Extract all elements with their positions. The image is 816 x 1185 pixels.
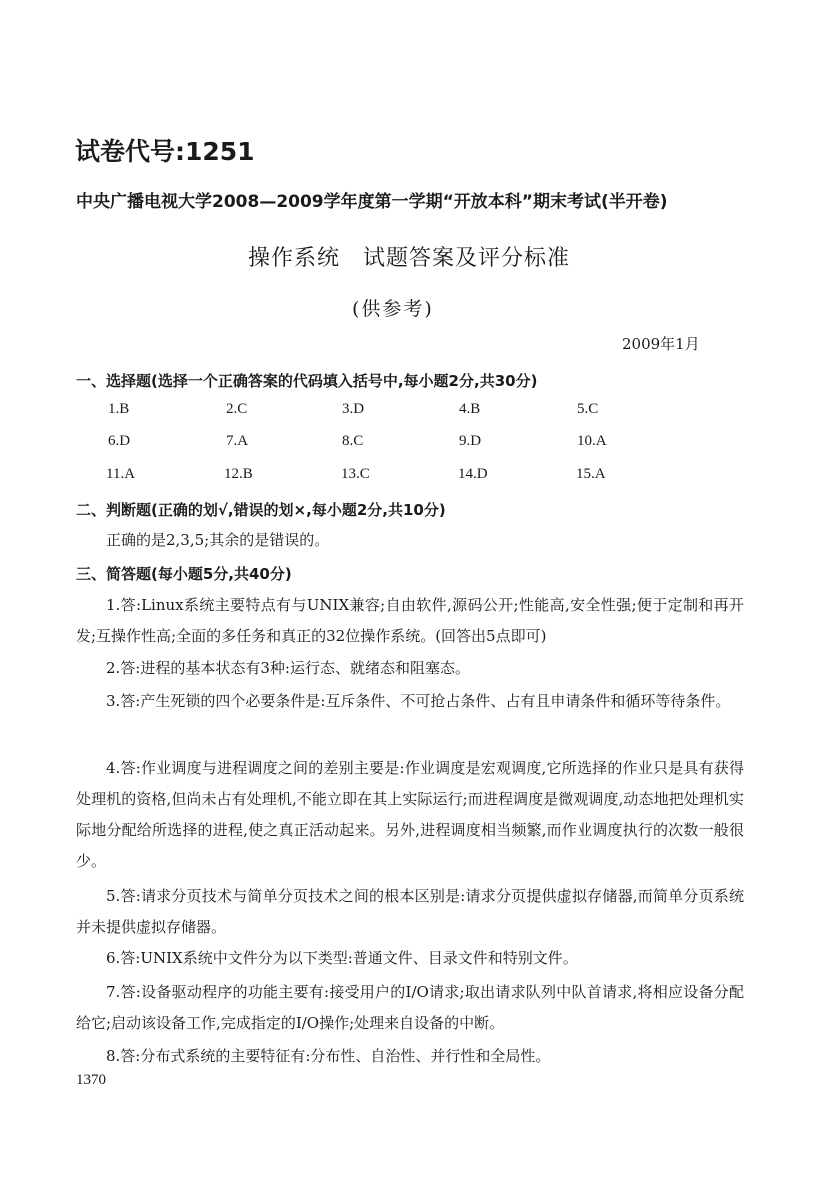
section1-heading: 一、选择题(选择一个正确答案的代码填入括号中,每小题2分,共30分) — [76, 372, 538, 390]
page-number: 1370 — [76, 1072, 106, 1088]
document-title: 操作系统 试题答案及评分标准 — [248, 246, 571, 271]
answer-12: 12.B — [224, 466, 253, 482]
answer-11: 11.A — [106, 466, 136, 482]
section3-heading: 三、简答题(每小题5分,共40分) — [76, 565, 292, 583]
answer-13: 13.C — [341, 466, 370, 482]
exam-date: 2009年1月 — [622, 335, 700, 353]
short-answer-8: 8.答:分布式系统的主要特征有:分布性、自治性、并行性和全局性。 — [106, 1047, 551, 1065]
answer-6: 6.D — [108, 433, 131, 449]
section2-answer: 正确的是2,3,5;其余的是错误的。 — [106, 531, 330, 549]
short-answer-5: 5.答:请求分页技术与简单分页技术之间的根本区别是:请求分页提供虚拟存储器,而简单分页系统并未提供虚拟存储器。 — [76, 887, 744, 936]
reference-note: (供参考) — [352, 298, 434, 320]
answer-15: 15.A — [576, 466, 606, 482]
answer-14: 14.D — [458, 466, 488, 482]
short-answer-6: 6.答:UNIX系统中文件分为以下类型:普通文件、目录文件和特别文件。 — [106, 949, 578, 967]
exam-title: 中央广播电视大学2008—2009学年度第一学期“开放本科”期末考试(半开卷) — [76, 192, 668, 212]
exam-code: 试卷代号:1251 — [75, 137, 255, 166]
answer-7: 7.A — [226, 433, 249, 449]
answer-4: 4.B — [459, 401, 481, 417]
short-answer-2: 2.答:进程的基本状态有3种:运行态、就绪态和阻塞态。 — [106, 659, 470, 677]
answer-3: 3.D — [342, 401, 365, 417]
answer-9: 9.D — [459, 433, 482, 449]
answer-1: 1.B — [108, 401, 130, 417]
short-answer-1: 1.答:Linux系统主要特点有与UNIX兼容;自由软件,源码公开;性能高,安全性强;便于定制和再开发;互操作性高;全面的多任务和真正的32位操作系统。(回答出5点即可) — [76, 596, 744, 645]
answer-8: 8.C — [342, 433, 364, 449]
short-answer-7: 7.答:设备驱动程序的功能主要有:接受用户的I/O请求;取出请求队列中队首请求,将相应设备分配给它;启动该设备工作,完成指定的I/O操作;处理来自设备的中断。 — [76, 983, 744, 1032]
short-answer-3: 3.答:产生死锁的四个必要条件是:互斥条件、不可抢占条件、占有且申请条件和循环等待条件。 — [106, 692, 731, 710]
answer-5: 5.C — [577, 401, 599, 417]
short-answer-4: 4.答:作业调度与进程调度之间的差别主要是:作业调度是宏观调度,它所选择的作业只是具有获得处理机的资格,但尚未占有处理机,不能立即在其上实际运行;而进程调度是微观调度,动态地把处理机实际地分配给所选择的进程,使之真正活动起来。另外,进程调度相当频繁,而作业调度执行的次数一般很少。 — [76, 759, 744, 870]
answer-2: 2.C — [226, 401, 248, 417]
section2-heading: 二、判断题(正确的划√,错误的划×,每小题2分,共10分) — [76, 501, 446, 519]
answer-10: 10.A — [577, 433, 607, 449]
